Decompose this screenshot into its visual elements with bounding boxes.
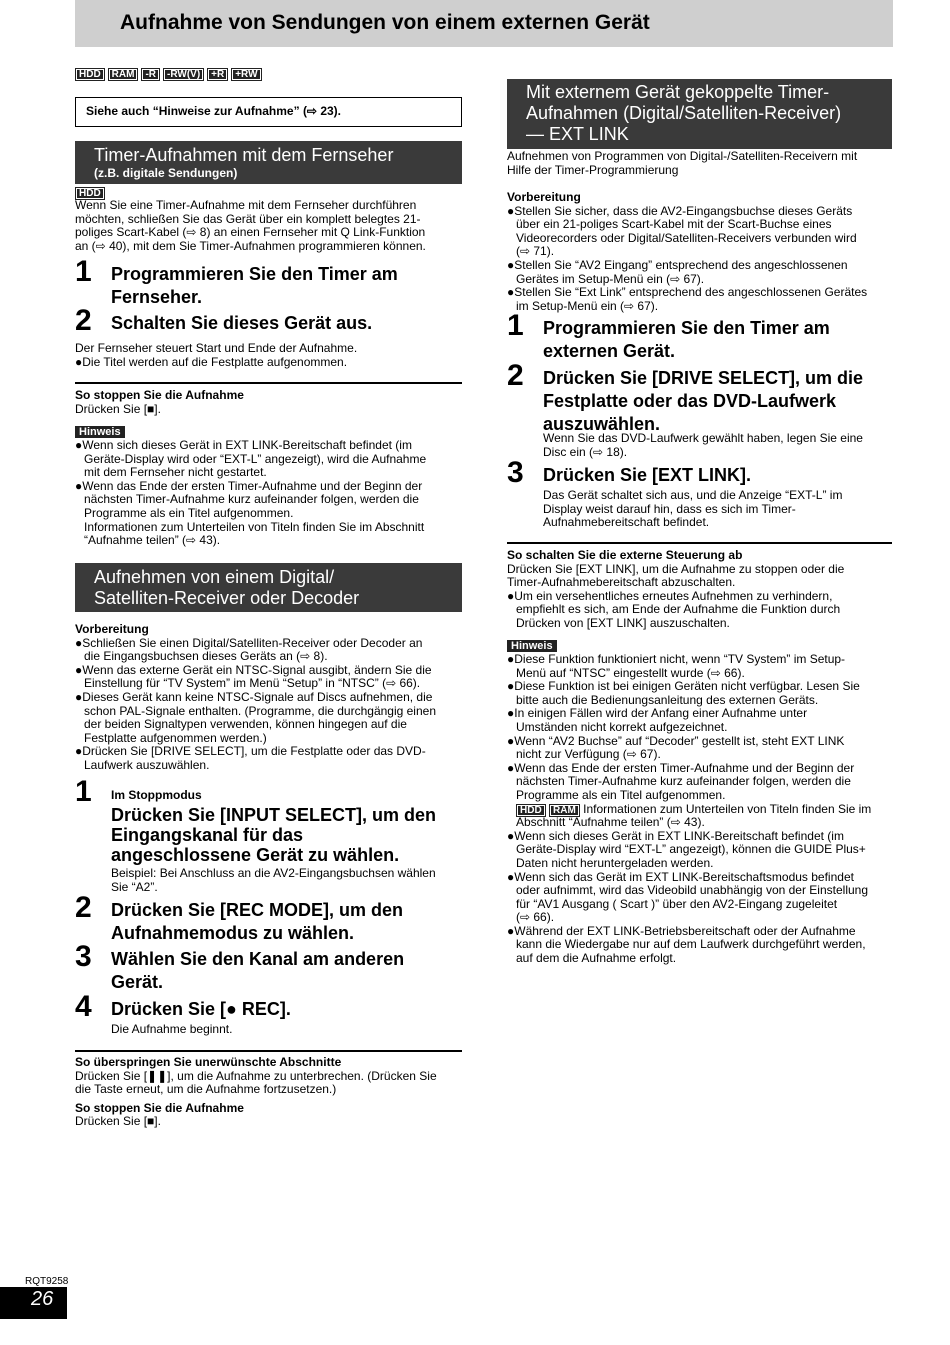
step-number: 1 — [75, 775, 92, 808]
step-text: Schalten Sie dieses Gerät aus. — [111, 313, 373, 333]
step-pre: Im Stoppmodus — [111, 788, 202, 802]
badge-ram: RAM — [549, 804, 580, 817]
notes-list: ●Wenn sich dieses Gerät in EXT LINK-Bereitschaft befindet (im Geräte-Display wird oder “EXT-L” angezeigt), wird die Aufnahme mit dem Fernseher nicht gestartet. ●Wenn das Ende der ersten Timer-Aufnahme und der Beginn der nächsten Timer-Aufnahme kurz aufeinander folgen, werden die Programme als ein Titel aufgenommen. Informationen zum Unterteilen von Titeln finden Sie im Abschnitt “Aufnahme teilen” (⇨ 43). — [75, 438, 427, 548]
step-text: Programmieren Sie den Timer am externen Gerät. — [543, 318, 830, 361]
intro-paragraph: Wenn Sie eine Timer-Aufnahme mit dem Fernseher durchführen möchten, schließen Sie das Gerät über ein komplett belegtes 21- poliges Scart-Kabel (⇨ 8) an einen Fernseher mit Q Link-Funktion an (⇨ 40), mit dem Sie Timer-Aufnahmen programmieren können. — [75, 198, 426, 253]
step-number: 1 — [75, 255, 92, 288]
badge-rwv: -RW(V) — [163, 68, 204, 81]
skip-block: So überspringen Sie unerwünschte Abschnitte Drücken Sie [❚❚], um die Aufnahme zu unterbrechen. (Drücken Sie die Taste erneut, um die Aufnahme fortzusetzen.) So stoppen Sie die Aufnahme Drücken Sie [■]. — [75, 1055, 437, 1129]
page-number: 26 — [31, 1288, 54, 1310]
step-number: 1 — [507, 309, 524, 342]
ext-notes: ●Diese Funktion funktioniert nicht, wenn “TV System” im Setup- Menü auf “NTSC” eingestellt wurde (⇨ 66). ●Diese Funktion ist bei einigen Geräten nicht verfügbar. Lesen Sie bitte auch die Bedienungsanleitung des externen Geräts. ●In einigen Fällen wird der Anfang einer Aufnahme unter Umständen nicht korrekt aufgezeichnet. ●Wenn “AV2 Buchse” auf “Decoder” gestellt ist, steht EXT LINK nicht zur Verfügung (⇨ 67). ●Wenn das Ende der ersten Timer-Aufnahme und der Beginn der nächsten Timer-Aufnahme kurz aufeinander folgen, werden die Programme als ein Titel aufgenommen. HDD RAM Informationen zum Unterteilen von Titeln finden Sie im Abschnitt “Aufnahme teilen” (⇨ 43). ●Wenn sich dieses Gerät in EXT LINK-Bereitschaft befindet (im Geräte-Display wird “EXT-L” angezeigt), können die GUIDE Plus+ Daten nicht heruntergeladen werden. ●Wenn sich das Gerät im EXT LINK-Bereitschaftsmodus befindet oder aufnimmt, wird das Videobild unabhängig von der Einstellung für “AV1 Ausgang ( Scart )” über den AV2-Eingang zugeleitet (⇨ 66). ●Während der EXT LINK-Betriebsbereitschaft oder der Aufnahme kann die Wiedergabe nur auf dem Laufwerk durchgeführt werden, auf dem die Aufnahme erfolgt. — [507, 652, 872, 966]
divider — [75, 382, 462, 384]
step-note: Beispiel: Bei Anschluss an die AV2-Eingangsbuchsen wählen Sie “A2”. — [111, 866, 436, 894]
section-title: Timer-Aufnahmen mit dem Fernseher — [94, 145, 394, 165]
ext-prep: Vorbereitung ●Stellen Sie sicher, dass die AV2-Eingangsbuchse dieses Geräts über ein 21-poliges Scart-Kabel mit der Scart-Buchse eines Videorecorders oder Digital/Satelliten-Receivers verbunden wird (⇨ 71). ●Stellen Sie “AV2 Eingang” entsprechend des angeschlossenen Gerätes im Setup-Menü ein (⇨ 67). ●Stellen Sie “Ext Link” entsprechend des angeschlossenen Gerätes im Setup-Menü ein (⇨ 67). — [507, 190, 868, 313]
hinweis-label: Hinweis — [507, 639, 557, 653]
page-title-bar — [75, 0, 893, 47]
badge-hdd: HDD — [516, 804, 546, 817]
step-number: 4 — [75, 990, 92, 1023]
cancel-block: So schalten Sie die externe Steuerung ab Drücken Sie [EXT LINK], um die Aufnahme zu stoppen oder die Timer-Aufnahmebereitschaft abzuschalten. ●Um ein versehentliches erneutes Aufnehmen zu verhindern, empfiehlt es sich, am Ende der Aufnahme die Funktion durch Drücken von [EXT LINK] auszuschalten. — [507, 548, 845, 630]
page-title: Aufnahme von Sendungen von einem externen Gerät — [120, 11, 650, 34]
hdd-badge: HDD — [75, 186, 105, 200]
prep-block: Vorbereitung ●Schließen Sie einen Digital/Satelliten-Receiver oder Decoder an die Eingangsbuchsen dieses Geräts an (⇨ 8). ●Wenn das externe Gerät ein NTSC-Signal ausgibt, ändern Sie die Einstellung für “TV System” im Menü “Setup” in “NTSC” (⇨ 66). ●Dieses Gerät kann keine NTSC-Signale auf Discs aufnehmen, die schon PAL-Signale enthalten. (Programme, die durchgängig einen der beiden Signaltypen verwenden, können hingegen auf die Festplatte aufgenommen werden.) ●Drücken Sie [DRIVE SELECT], um die Festplatte oder das DVD- Laufwerk auszuwählen. — [75, 622, 436, 772]
ext-intro: Aufnehmen von Programmen von Digital-/Satelliten-Receivern mit Hilfe der Timer-Programmierung — [507, 149, 858, 177]
step-text: Drücken Sie [EXT LINK]. — [543, 465, 752, 485]
step-text: Drücken Sie [● REC]. — [111, 999, 291, 1019]
step-text: Programmieren Sie den Timer am Fernseher. — [111, 264, 398, 307]
see-also-text: Siehe auch “Hinweise zur Aufnahme” (⇨ 23). — [86, 104, 341, 118]
divider — [507, 542, 892, 544]
after-text: Der Fernseher steuert Start und Ende der Aufnahme. ●Die Titel werden auf die Festplatte aufgenommen. — [75, 341, 358, 369]
document-code: RQT9258 — [25, 1276, 69, 1287]
section-header-timer-tv — [75, 141, 462, 184]
badge-ram: RAM — [108, 68, 139, 81]
step-number: 2 — [507, 359, 524, 392]
badge-r: -R — [141, 68, 160, 81]
media-badges — [75, 68, 262, 81]
step-text: Drücken Sie [INPUT SELECT], um den Eingangskanal für das angeschlossene Gerät zu wählen. — [111, 805, 437, 865]
step-note: Wenn Sie das DVD-Laufwerk gewählt haben, legen Sie eine Disc ein (⇨ 18). — [543, 431, 863, 459]
stop-block: So stoppen Sie die Aufnahme Drücken Sie [■]. — [75, 388, 244, 416]
step-text: Drücken Sie [DRIVE SELECT], um die Festplatte oder das DVD-Laufwerk auszuwählen. — [543, 368, 864, 434]
badge-plus-r: +R — [207, 68, 228, 81]
section-subtitle: (z.B. digitale Sendungen) — [94, 166, 238, 180]
hinweis-label: Hinweis — [75, 425, 125, 439]
step-number: 2 — [75, 304, 92, 337]
step-number: 2 — [75, 891, 92, 924]
step-note: Die Aufnahme beginnt. — [111, 1022, 233, 1036]
badge-hdd: HDD — [75, 68, 105, 81]
see-also-box — [75, 97, 462, 127]
section-header-receiver: Aufnehmen von einem Digital/ Satelliten-Receiver oder Decoder — [75, 563, 462, 612]
divider — [75, 1050, 462, 1052]
step-note: Das Gerät schaltet sich aus, und die Anzeige “EXT-L” im Display weist darauf hin, dass es sich im Timer- Aufnahmebereitschaft befindet. — [543, 488, 843, 530]
step-number: 3 — [507, 456, 524, 489]
step-number: 3 — [75, 940, 92, 973]
step-text: Wählen Sie den Kanal am anderen Gerät. — [111, 949, 405, 992]
step-text: Drücken Sie [REC MODE], um den Aufnahmemodus zu wählen. — [111, 900, 404, 943]
section-header-ext-link: Mit externem Gerät gekoppelte Timer- Aufnahmen (Digital/Satelliten-Receiver) — EXT LINK — [507, 79, 892, 149]
badge-plus-rw: +RW — [231, 68, 261, 81]
page-number-box — [0, 1287, 67, 1319]
